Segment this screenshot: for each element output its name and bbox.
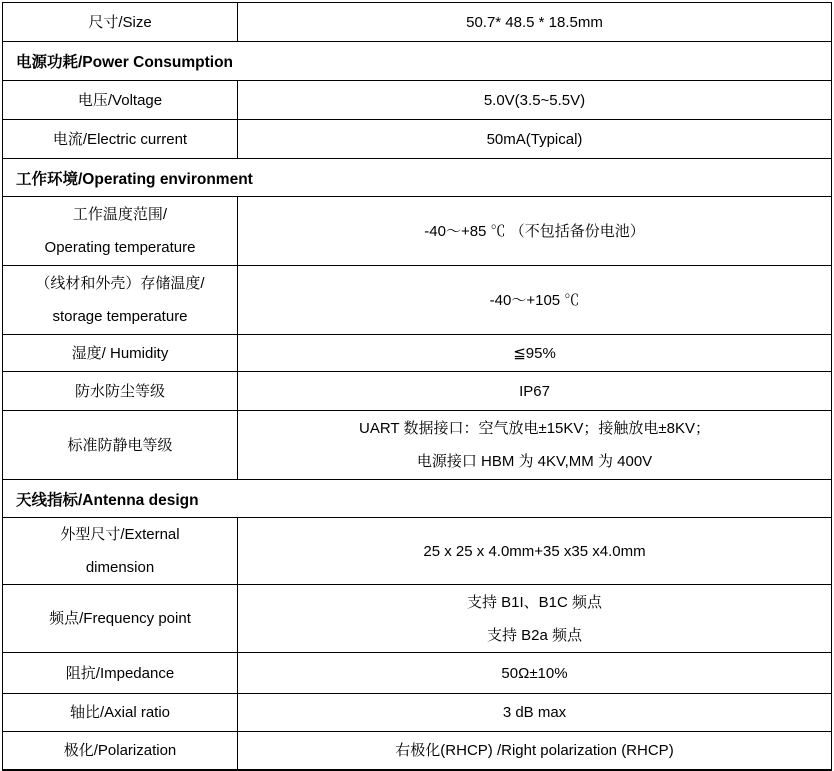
spec-label-text: 电流/Electric current bbox=[52, 130, 188, 148]
table-row-voltage bbox=[3, 80, 831, 119]
spec-value bbox=[238, 372, 831, 410]
spec-value bbox=[238, 518, 831, 584]
spec-value-text: UART 数据接口：空气放电±15KV；接触放电±8KV； bbox=[359, 420, 710, 437]
spec-value-text: 电源接口 HBM 为 4KV,MM 为 400V bbox=[416, 453, 653, 470]
spec-label-text: 电压/Voltage bbox=[77, 91, 163, 109]
spec-value-text: 25 x 25 x 4.0mm+35 x35 x4.0mm bbox=[423, 542, 646, 560]
table-row-electric-current bbox=[3, 119, 831, 158]
spec-label bbox=[3, 653, 238, 693]
spec-value-text: 50.7* 48.5 * 18.5mm bbox=[466, 13, 603, 31]
spec-value bbox=[238, 266, 831, 334]
spec-value-text: 50mA(Typical) bbox=[486, 130, 583, 148]
spec-value-text: ≦95% bbox=[513, 344, 556, 362]
spec-value bbox=[238, 81, 831, 119]
spec-label-text: Operating temperature bbox=[44, 239, 196, 256]
section-title: 天线指标/Antenna design bbox=[16, 491, 199, 509]
spec-value bbox=[238, 120, 831, 158]
table-row-operating-temperature bbox=[3, 196, 831, 265]
table-row-humidity bbox=[3, 334, 831, 371]
spec-value-text: -40～+105 ℃ bbox=[489, 291, 580, 309]
table-row-polarization bbox=[3, 731, 831, 769]
spec-label-text: 标准防静电等级 bbox=[67, 436, 173, 454]
spec-label-text: 防水防尘等级 bbox=[74, 382, 165, 400]
spec-label bbox=[3, 372, 238, 410]
section-title: 电源功耗/Power Consumption bbox=[16, 54, 234, 71]
spec-label-text: 工作温度范围/ bbox=[72, 206, 168, 223]
spec-label bbox=[3, 3, 238, 41]
section-row-antenna-design bbox=[3, 479, 831, 517]
spec-value-text: 支持 B1I、B1C 频点 bbox=[466, 593, 603, 611]
spec-value bbox=[238, 197, 831, 265]
spec-label-text: storage temperature bbox=[52, 308, 188, 325]
spec-value-text: 3 dB max bbox=[502, 704, 567, 721]
spec-label bbox=[3, 120, 238, 158]
spec-label bbox=[3, 518, 238, 584]
table-row-axial-ratio bbox=[3, 693, 831, 731]
table-row-impedance bbox=[3, 652, 831, 693]
spec-label-text: 极化/Polarization bbox=[63, 742, 177, 759]
spec-value-text: 5.0V(3.5~5.5V) bbox=[483, 91, 586, 109]
spec-label bbox=[3, 732, 238, 769]
spec-label bbox=[3, 335, 238, 371]
section-row-operating-environment bbox=[3, 158, 831, 196]
spec-value bbox=[238, 653, 831, 693]
spec-value-text: 支持 B2a 频点 bbox=[486, 626, 583, 644]
spec-label-text: 湿度/ Humidity bbox=[71, 344, 169, 362]
table-row-esd-rating bbox=[3, 410, 831, 479]
spec-value bbox=[238, 3, 831, 41]
spec-value-text: 50Ω±10% bbox=[501, 664, 568, 682]
spec-label bbox=[3, 694, 238, 731]
spec-value bbox=[238, 335, 831, 371]
spec-value bbox=[238, 585, 831, 652]
table-row-waterproof-dustproof-rating bbox=[3, 371, 831, 410]
spec-value bbox=[238, 732, 831, 769]
table-row-size bbox=[3, 3, 831, 41]
table-row-storage-temperature bbox=[3, 265, 831, 334]
spec-label-text: 外型尺寸/External bbox=[60, 526, 180, 543]
section-title: 工作环境/Operating environment bbox=[16, 170, 253, 188]
spec-label-text: dimension bbox=[85, 559, 155, 576]
spec-value-text: IP67 bbox=[519, 382, 550, 400]
spec-value-text: 右极化(RHCP) /Right polarization (RHCP) bbox=[395, 742, 674, 759]
spec-label-text: （线材和外壳）存储温度/ bbox=[35, 275, 205, 292]
spec-label bbox=[3, 266, 238, 334]
spec-label bbox=[3, 411, 238, 479]
spec-value-text: -40～+85 ℃ （不包括备份电池） bbox=[424, 222, 645, 240]
spec-value bbox=[238, 411, 831, 479]
spec-label-text: 轴比/Axial ratio bbox=[69, 704, 171, 721]
table-row-frequency-point bbox=[3, 584, 831, 652]
spec-value bbox=[238, 694, 831, 731]
table-row-external-dimension bbox=[3, 517, 831, 584]
section-row-power-consumption bbox=[3, 41, 831, 80]
spec-label-text: 尺寸/Size bbox=[88, 13, 152, 31]
spec-table bbox=[2, 2, 832, 771]
spec-label bbox=[3, 585, 238, 652]
spec-label-text: 阻抗/Impedance bbox=[65, 664, 175, 682]
spec-label-text: 频点/Frequency point bbox=[49, 610, 191, 627]
spec-label bbox=[3, 197, 238, 265]
spec-label bbox=[3, 81, 238, 119]
